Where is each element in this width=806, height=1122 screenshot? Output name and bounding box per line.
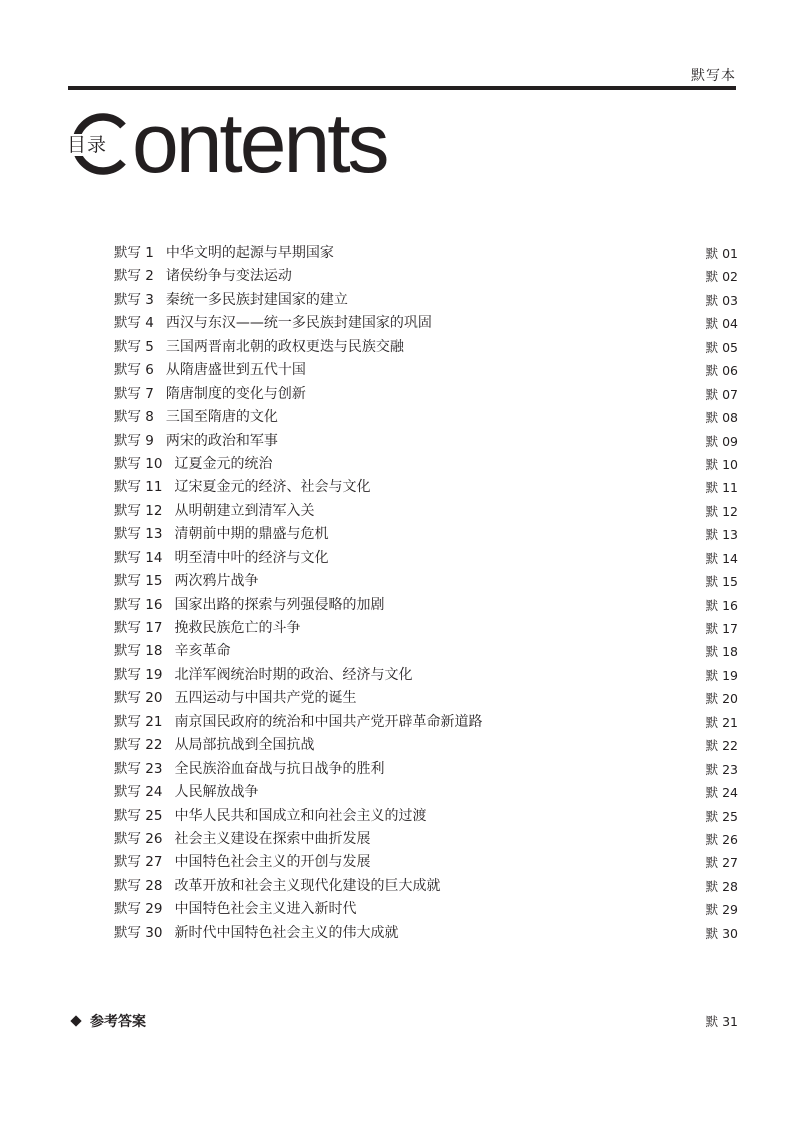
toc-entry[interactable]	[114, 406, 738, 429]
toc-entry-title: 中华文明的起源与早期国家	[165, 245, 334, 261]
toc-entry-page: 默 06	[705, 363, 738, 379]
toc-entry-number: 默写 22	[114, 737, 163, 754]
toc-entry[interactable]	[114, 758, 738, 781]
toc-entry-number: 默写 16	[114, 596, 163, 613]
toc-entry-number: 默写 26	[114, 830, 163, 847]
toc-entry-title: 辛亥革命	[174, 643, 231, 660]
toc-entry-page: 默 23	[705, 761, 738, 777]
toc-entry-number: 默写 19	[114, 666, 163, 683]
toc-entry-title: 清朝前中期的鼎盛与危机	[174, 526, 329, 543]
toc-entry-title: 诸侯纷争与变法运动	[165, 268, 292, 285]
toc-entry-page: 默 17	[705, 621, 738, 636]
toc-entry[interactable]	[114, 640, 738, 663]
toc-entry-number: 默写 28	[114, 877, 163, 894]
toc-entry-page: 默 08	[705, 410, 738, 426]
toc-entry[interactable]	[114, 500, 738, 523]
toc-entry-page: 默 16	[705, 597, 738, 613]
toc-entry[interactable]	[114, 875, 738, 898]
answers-row[interactable]	[70, 1011, 738, 1033]
toc-entry-number: 默写 12	[114, 502, 163, 519]
header-label: 默写本	[691, 68, 736, 84]
toc-entry-title: 中华人民共和国成立和向社会主义的过渡	[174, 807, 427, 824]
toc-entry-number: 默写 25	[114, 807, 163, 824]
toc-entry-title: 全民族浴血奋战与抗日战争的胜利	[174, 760, 385, 777]
contents-title	[62, 96, 442, 190]
toc-entry-title: 人民解放战争	[174, 784, 259, 801]
toc-entry-page: 默 25	[705, 808, 738, 824]
toc-list	[114, 242, 738, 945]
toc-entry-page: 默 11	[705, 480, 738, 496]
toc-entry-title: 社会主义建设在探索中曲折发展	[174, 830, 371, 847]
toc-entry-number: 默写 23	[114, 760, 163, 777]
toc-entry-title: 隋唐制度的变化与创新	[165, 385, 306, 402]
toc-entry[interactable]	[114, 828, 738, 851]
toc-entry[interactable]	[114, 781, 738, 804]
toc-entry-title: 挽救民族危亡的斗争	[174, 620, 301, 636]
toc-entry[interactable]	[114, 383, 738, 406]
toc-entry-page: 默 22	[705, 738, 738, 754]
toc-entry-number: 默写 24	[114, 784, 163, 801]
toc-entry[interactable]	[114, 242, 738, 265]
answers-label: 参考答案	[90, 1014, 146, 1030]
toc-entry[interactable]	[114, 336, 738, 359]
toc-entry-number: 默写 13	[114, 526, 163, 543]
toc-entry-number: 默写 2	[114, 268, 154, 285]
toc-entry[interactable]	[114, 359, 738, 382]
toc-entry-number: 默写 8	[114, 409, 154, 426]
contents-prefix: 目录	[67, 134, 108, 156]
toc-entry-page: 默 09	[705, 433, 738, 449]
toc-entry-number: 默写 1	[114, 245, 154, 261]
toc-entry-title: 明至清中叶的经济与文化	[174, 549, 329, 566]
toc-entry[interactable]	[114, 594, 738, 617]
toc-entry[interactable]	[114, 664, 738, 687]
toc-entry-title: 中国特色社会主义的开创与发展	[174, 854, 371, 871]
toc-entry-page: 默 21	[705, 714, 738, 730]
diamond-bullet-icon	[70, 1015, 81, 1026]
toc-entry-number: 默写 6	[114, 362, 154, 379]
toc-entry-page: 默 03	[705, 292, 738, 308]
toc-entry-title: 秦统一多民族封建国家的建立	[165, 291, 348, 308]
toc-entry-page: 默 01	[705, 246, 738, 261]
toc-entry-page: 默 30	[705, 925, 738, 941]
toc-entry[interactable]	[114, 312, 738, 335]
toc-entry-title: 三国至隋唐的文化	[165, 409, 278, 426]
toc-entry-number: 默写 21	[114, 713, 163, 730]
toc-entry-title: 辽宋夏金元的经济、社会与文化	[174, 479, 371, 496]
toc-entry[interactable]	[114, 617, 738, 640]
toc-entry-title: 两次鸦片战争	[174, 573, 259, 590]
toc-entry-title: 五四运动与中国共产党的诞生	[174, 690, 357, 707]
toc-entry-number: 默写 15	[114, 573, 163, 590]
toc-entry-number: 默写 27	[114, 854, 163, 871]
toc-entry-number: 默写 5	[114, 338, 154, 355]
toc-entry-title: 从局部抗战到全国抗战	[174, 737, 315, 754]
toc-entry-title: 改革开放和社会主义现代化建设的巨大成就	[174, 877, 441, 894]
toc-entry-title: 三国两晋南北朝的政权更迭与民族交融	[165, 338, 404, 355]
toc-entry-page: 默 29	[705, 902, 738, 918]
toc-entry-title: 西汉与东汉——统一多民族封建国家的巩固	[165, 315, 432, 332]
toc-entry-title: 新时代中国特色社会主义的伟大成就	[174, 924, 399, 941]
toc-entry-number: 默写 3	[114, 291, 154, 308]
toc-entry-title: 南京国民政府的统治和中国共产党开辟革命新道路	[174, 713, 483, 730]
contents-word: ontents	[132, 96, 387, 190]
toc-entry-number: 默写 20	[114, 690, 163, 707]
toc-entry-page: 默 04	[705, 316, 738, 332]
toc-entry[interactable]	[114, 476, 738, 499]
toc-entry[interactable]	[114, 289, 738, 312]
toc-entry-page: 默 12	[705, 503, 738, 519]
toc-entry-number: 默写 14	[114, 549, 163, 566]
toc-entry[interactable]	[114, 570, 738, 593]
toc-entry-page: 默 05	[705, 339, 738, 355]
toc-entry-page: 默 02	[705, 269, 738, 285]
toc-entry[interactable]	[114, 430, 738, 453]
toc-entry-page: 默 26	[705, 831, 738, 847]
toc-entry-title: 辽夏金元的统治	[174, 455, 273, 472]
toc-entry-title: 从隋唐盛世到五代十国	[165, 362, 306, 379]
toc-entry[interactable]	[114, 922, 738, 945]
answers-page: 默 31	[705, 1014, 738, 1029]
header-rule	[68, 86, 736, 90]
toc-entry[interactable]	[114, 687, 738, 710]
toc-entry-title: 国家出路的探索与列强侵略的加剧	[174, 596, 385, 613]
toc-entry[interactable]	[114, 711, 738, 734]
toc-entry-number: 默写 4	[114, 315, 154, 332]
toc-entry-page: 默 19	[705, 667, 738, 683]
toc-entry-title: 两宋的政治和军事	[165, 432, 278, 449]
toc-entry-page: 默 24	[705, 785, 738, 801]
toc-entry[interactable]	[114, 547, 738, 570]
toc-entry-title: 从明朝建立到清军入关	[174, 502, 315, 519]
toc-entry-page: 默 07	[705, 386, 738, 402]
toc-entry-number: 默写 11	[114, 479, 163, 496]
toc-entry-page: 默 13	[705, 527, 738, 543]
toc-entry-page: 默 28	[705, 878, 738, 894]
toc-entry-number: 默写 18	[114, 643, 163, 660]
toc-entry[interactable]	[114, 898, 738, 921]
toc-entry[interactable]	[114, 851, 738, 874]
toc-entry-number: 默写 10	[114, 455, 163, 472]
toc-entry[interactable]	[114, 734, 738, 757]
toc-entry-title: 中国特色社会主义进入新时代	[174, 901, 357, 918]
toc-entry-page: 默 27	[705, 855, 738, 871]
toc-entry-page: 默 10	[705, 456, 738, 472]
toc-entry-number: 默写 29	[114, 901, 163, 918]
toc-entry[interactable]	[114, 523, 738, 546]
toc-entry[interactable]	[114, 265, 738, 288]
toc-entry-page: 默 20	[705, 691, 738, 707]
toc-entry-page: 默 18	[705, 644, 738, 660]
toc-entry-number: 默写 17	[114, 620, 163, 636]
toc-entry-page: 默 15	[705, 574, 738, 590]
toc-entry-number: 默写 9	[114, 432, 154, 449]
toc-entry[interactable]	[114, 805, 738, 828]
toc-entry-title: 北洋军阀统治时期的政治、经济与文化	[174, 666, 413, 683]
toc-entry-page: 默 14	[705, 550, 738, 566]
toc-entry-number: 默写 7	[114, 385, 154, 402]
toc-entry[interactable]	[114, 453, 738, 476]
toc-entry-number: 默写 30	[114, 924, 163, 941]
